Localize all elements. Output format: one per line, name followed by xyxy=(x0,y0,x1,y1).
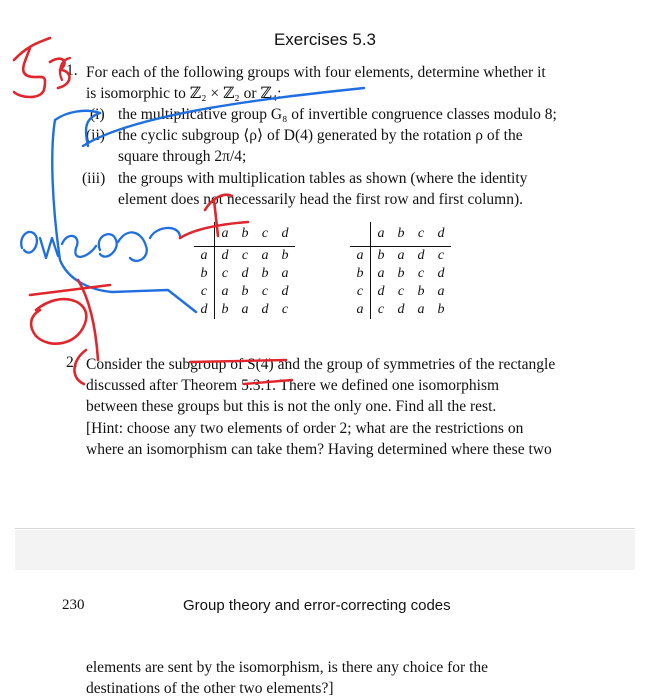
table-row xyxy=(350,283,451,301)
table-row xyxy=(194,265,295,283)
table-cell: d xyxy=(241,266,249,281)
table-2-col-header: d xyxy=(431,222,451,247)
table-cell: d xyxy=(397,302,405,317)
table-cell: c xyxy=(221,266,229,281)
table-cell: b xyxy=(437,302,445,317)
handwritten-word xyxy=(21,228,180,261)
running-title: Group theory and error-correcting codes xyxy=(183,597,451,614)
page-break-divider xyxy=(15,528,635,529)
multiplication-table-2 xyxy=(350,222,451,319)
table-cell: b xyxy=(377,248,385,263)
table-cell: c xyxy=(281,302,289,317)
table-1-col-header: c xyxy=(255,222,275,247)
table-2-col-header: c xyxy=(411,222,431,247)
exercise-2-line-4: [Hint: choose any two elements of order 2; what are the restrictions on xyxy=(86,420,524,437)
table-cell: a xyxy=(397,248,405,263)
exercise-1-number: 1. xyxy=(66,62,78,79)
table-1-col-header: a xyxy=(215,222,236,247)
exercise-1-line-2: is isomorphic to ℤ₂ × ℤ₂ or ℤ₄: xyxy=(86,85,282,102)
table-row xyxy=(350,265,451,283)
table-cell: c xyxy=(261,284,269,299)
table-cell: c xyxy=(437,248,445,263)
item-iii-label: (iii) xyxy=(82,170,106,187)
item-ii-text-1: the cyclic subgroup ⟨ρ⟩ of D(4) generated by the rotation ρ of the xyxy=(118,127,523,144)
page-number: 230 xyxy=(62,597,85,613)
table-cell: c xyxy=(241,248,249,263)
table-cell: a xyxy=(417,302,425,317)
exercise-1-line-1: For each of the following groups with four elements, determine whether it xyxy=(86,64,546,81)
table-2-col-header: b xyxy=(391,222,411,247)
table-cell: d xyxy=(437,266,445,281)
table-1-header-row xyxy=(194,222,295,247)
item-ii-text-2: square through 2π/4; xyxy=(118,148,247,165)
table-cell: b xyxy=(281,248,289,263)
table-cell: b xyxy=(397,266,405,281)
table-row xyxy=(194,301,295,319)
red-scribble-left xyxy=(30,280,110,360)
table-2-corner xyxy=(350,222,371,247)
exercise-2-line-1: Consider the subgroup of S(4) and the group of symmetries of the rectangle xyxy=(86,356,556,373)
page-gap xyxy=(15,530,635,570)
exercise-2-number: 2. xyxy=(66,354,78,371)
item-i-label: (i) xyxy=(90,106,105,123)
table-cell: a xyxy=(377,266,385,281)
continuation-line-2: destinations of the other two elements?] xyxy=(86,680,334,697)
table-cell: a xyxy=(437,284,445,299)
table-row xyxy=(194,283,295,301)
table-cell: b xyxy=(221,302,229,317)
table-cell: d xyxy=(377,284,385,299)
table-1-col-header: d xyxy=(275,222,295,247)
table-cell: c xyxy=(377,302,385,317)
table-cell: b xyxy=(241,284,249,299)
table-1-row-header: c xyxy=(194,283,215,301)
table-cell: d xyxy=(281,284,289,299)
table-cell: a xyxy=(281,266,289,281)
continuation-line-1: elements are sent by the isomorphism, is there any choice for the xyxy=(86,659,489,676)
table-1-corner xyxy=(194,222,215,247)
table-cell: d xyxy=(417,248,425,263)
table-1-row-header: a xyxy=(194,247,215,266)
table-cell: b xyxy=(417,284,425,299)
table-cell: b xyxy=(261,266,269,281)
table-row xyxy=(350,301,451,319)
table-1-row-header: d xyxy=(194,301,215,319)
item-iii-text-1: the groups with multiplication tables as shown (where the identity xyxy=(118,170,528,187)
exercise-2-line-5: where an isomorphism can take them? Having determined where these two xyxy=(86,441,552,458)
table-2-row-header: a xyxy=(350,301,371,319)
table-2-row-header: a xyxy=(350,247,371,266)
table-1-row-header: b xyxy=(194,265,215,283)
table-cell: c xyxy=(397,284,405,299)
table-cell: d xyxy=(261,302,269,317)
exercise-2-line-2: discussed after Theorem 5.3.1. There we defined one isomorphism xyxy=(86,377,500,394)
table-2-col-header: a xyxy=(371,222,392,247)
item-ii-label: (ii) xyxy=(86,127,105,144)
table-2-row-header: c xyxy=(350,283,371,301)
table-cell: d xyxy=(221,248,229,263)
section-heading: Exercises 5.3 xyxy=(273,30,377,49)
item-i-text: the multiplicative group G₈ of invertible congruence classes modulo 8; xyxy=(118,106,557,123)
table-cell: a xyxy=(221,284,229,299)
table-2-header-row xyxy=(350,222,451,247)
multiplication-table-1 xyxy=(194,222,295,319)
item-iii-text-2: element does not necessarily head the first row and first column). xyxy=(118,191,524,208)
table-2-row-header: b xyxy=(350,265,371,283)
table-cell: c xyxy=(417,266,425,281)
table-cell: a xyxy=(261,248,269,263)
exercise-2-line-3: between these groups but this is not the only one. Find all the rest. xyxy=(86,398,497,415)
table-cell: a xyxy=(241,302,249,317)
table-1-col-header: b xyxy=(235,222,255,247)
table-row xyxy=(350,247,451,266)
table-row xyxy=(194,247,295,266)
